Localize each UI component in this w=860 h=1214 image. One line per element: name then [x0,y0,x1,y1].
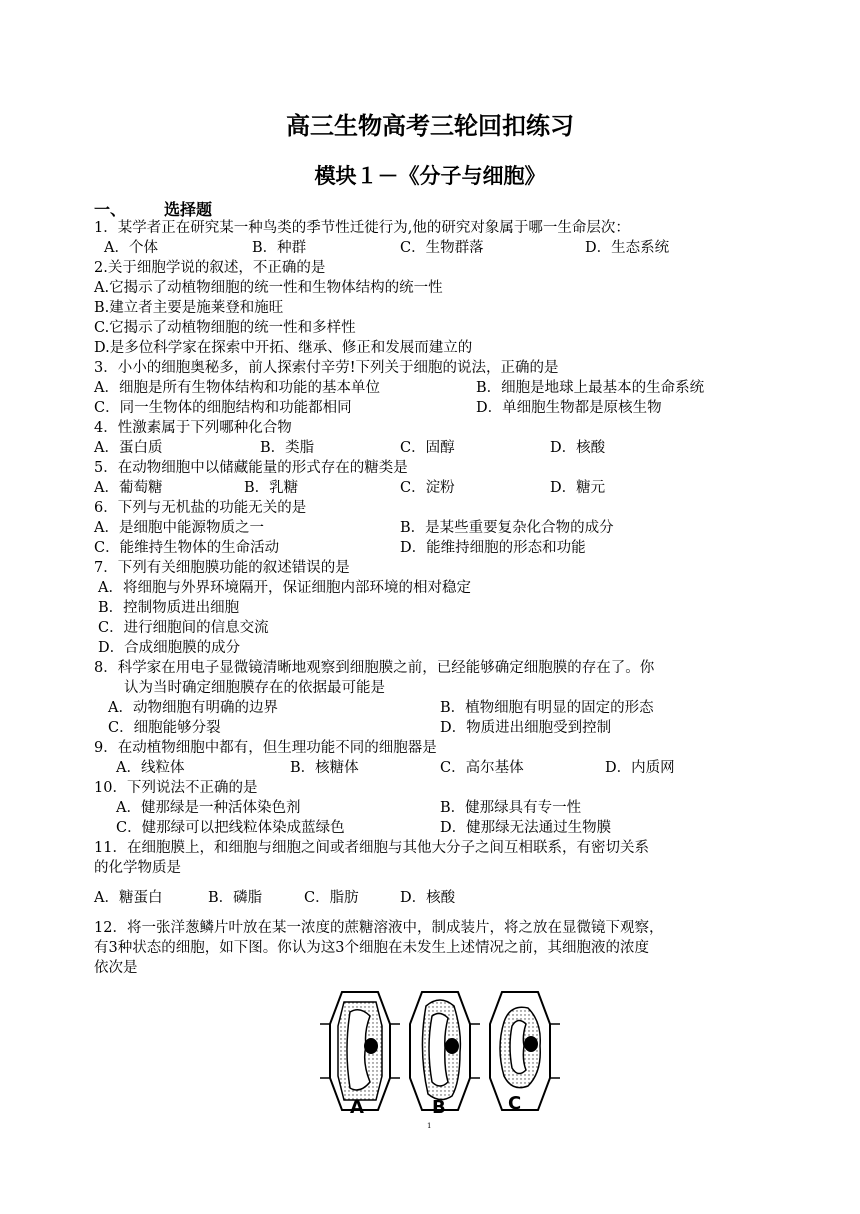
q11-option-d: D．核酸 [400,890,456,906]
q3-option-d: D．单细胞生物都是原核生物 [476,400,662,416]
q5-option-d: D．糖元 [550,480,606,496]
q4-option-a: A．蛋白质 [94,440,163,456]
q5-option-b: B．乳糖 [244,480,299,496]
q7-option-d: D．合成细胞膜的成分 [98,640,241,656]
q8-option-c: C．细胞能够分裂 [108,720,221,736]
q10-option-d: D．健那绿无法通过生物膜 [440,820,612,836]
figure-label-c: C [508,1093,522,1114]
question-11: 11．在细胞膜上，和细胞与细胞之间或者细胞与其他大分子之间互相联系，有密切关系 [94,840,649,856]
question-10: 10．下列说法不正确的是 [94,780,258,796]
section-heading [94,197,212,220]
q11-option-a: A．糖蛋白 [94,890,163,906]
q10-option-b: B．健那绿具有专一性 [440,800,582,816]
q1-option-b: B．种群 [252,240,307,256]
question-9: 9．在动植物细胞中都有，但生理功能不同的细胞器是 [94,740,437,756]
question-11-cont: 的化学物质是 [94,860,181,876]
figure-label-a: A [350,1097,364,1118]
q1-option-c: C．生物群落 [400,240,484,256]
q1-option-d: D．生态系统 [585,240,670,256]
q2-option-a: A.它揭示了动植物细胞的统一性和生物体结构的统一性 [94,280,443,296]
question-2: 2.关于细胞学说的叙述，不正确的是 [94,260,326,276]
cell-c [490,992,560,1110]
cell-a [320,992,400,1110]
q9-option-a: A．线粒体 [116,760,185,776]
section-number: 一、 [94,200,127,219]
q10-option-c: C．健那绿可以把线粒体染成蓝绿色 [116,820,345,836]
question-12-cont-2: 依次是 [94,960,138,976]
q11-option-b: B．磷脂 [208,890,263,906]
q8-option-a: A．动物细胞有明确的边界 [108,700,278,716]
question-12-cont-1: 有3种状态的细胞，如下图。你认为这3个细胞在未发生上述情况之前，其细胞液的浓度 [94,940,649,956]
q6-option-a: A．是细胞中能源物质之一 [94,520,264,536]
q6-option-b: B．是某些重要复杂化合物的成分 [400,520,614,536]
q6-option-c: C．能维持生物体的生命活动 [94,540,280,556]
page-title: 高三生物高考三轮回扣练习 [286,112,574,140]
q7-option-c: C．进行细胞间的信息交流 [98,620,269,636]
question-5: 5．在动物细胞中以储藏能量的形式存在的糖类是 [94,460,408,476]
q5-option-a: A．葡萄糖 [94,480,163,496]
q3-option-c: C．同一生物体的细胞结构和功能都相同 [94,400,352,416]
question-1: 1．某学者正在研究某一种鸟类的季节性迁徙行为,他的研究对象属于哪一生命层次： [94,220,630,236]
figure-label-b: B [432,1097,446,1118]
section-label: 选择题 [164,200,213,219]
question-6: 6．下列与无机盐的功能无关的是 [94,500,307,516]
q8-option-d: D．物质进出细胞受到控制 [440,720,612,736]
q4-option-c: C．固醇 [400,440,455,456]
q8-option-b: B．植物细胞有明显的固定的形态 [440,700,654,716]
cell-b [410,992,480,1110]
q2-option-d: D.是多位科学家在探索中开拓、继承、修正和发展而建立的 [94,340,473,356]
question-7: 7．下列有关细胞膜功能的叙述错误的是 [94,560,350,576]
q4-option-d: D．核酸 [550,440,606,456]
module-subtitle: 模块１－《分子与细胞》 [314,164,546,188]
question-4: 4．性激素属于下列哪种化合物 [94,420,292,436]
question-8-cont: 认为当时确定细胞膜存在的依据最可能是 [124,680,385,696]
q1-option-a: A．个体 [104,240,158,256]
question-8: 8．科学家在用电子显微镜清晰地观察到细胞膜之前，已经能够确定细胞膜的存在了。你 [94,660,655,676]
q2-option-c: C.它揭示了动植物细胞的统一性和多样性 [94,320,356,336]
q5-option-c: C．淀粉 [400,480,455,496]
q10-option-a: A．健那绿是一种活体染色剂 [116,800,301,816]
q9-option-d: D．内质网 [605,760,675,776]
q7-option-a: A．将细胞与外界环境隔开，保证细胞内部环境的相对稳定 [98,580,471,596]
q3-option-a: A．细胞是所有生物体结构和功能的基本单位 [94,380,380,396]
q7-option-b: B．控制物质进出细胞 [98,600,240,616]
q11-option-c: C．脂肪 [304,890,359,906]
q2-option-b: B.建立者主要是施莱登和施旺 [94,300,284,316]
q6-option-d: D．能维持细胞的形态和功能 [400,540,586,556]
q9-option-b: B．核糖体 [290,760,359,776]
question-12: 12．将一张洋葱鳞片叶放在某一浓度的蔗糖溶液中，制成装片，将之放在显微镜下观察， [94,920,664,936]
q9-option-c: C．高尔基体 [440,760,524,776]
question-3: 3．小小的细胞奥秘多，前人探索付辛劳!下列关于细胞的说法，正确的是 [94,360,559,376]
page-number: 1 [427,1122,432,1130]
q4-option-b: B．类脂 [260,440,315,456]
q3-option-b: B．细胞是地球上最基本的生命系统 [476,380,705,396]
